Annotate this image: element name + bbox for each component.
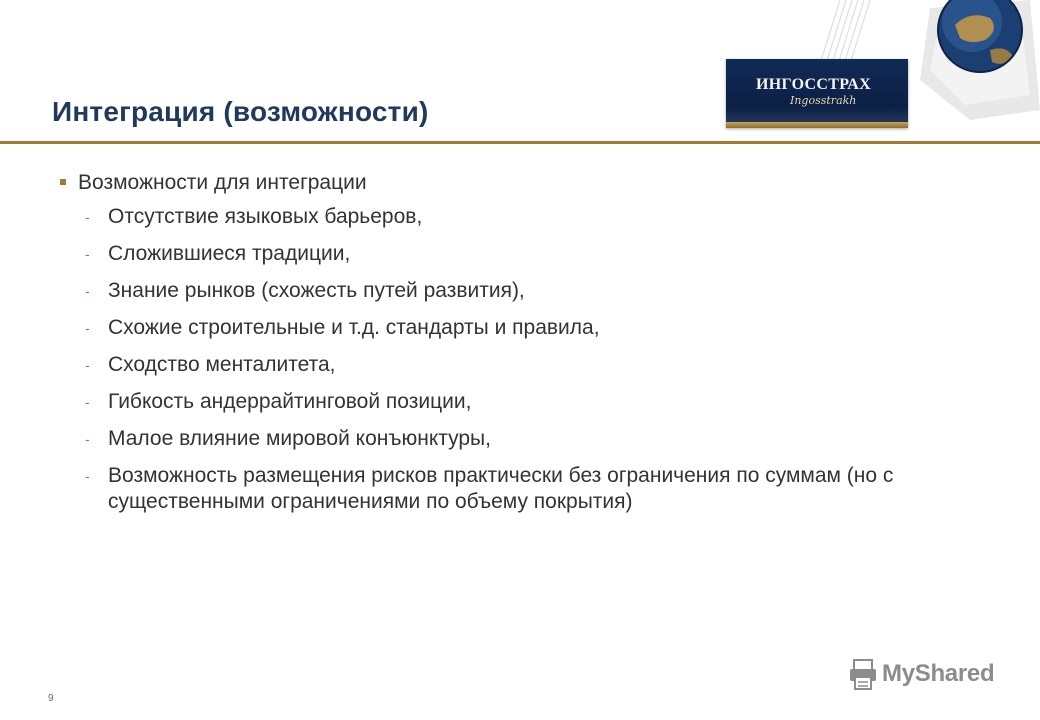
- list-item-text: Знание рынков (схожесть путей развития),: [108, 279, 525, 302]
- main-bullet-text: Возможности для интеграции: [78, 171, 367, 194]
- logo-script: Ingosstrakh: [790, 94, 857, 107]
- dash-icon: -: [85, 468, 90, 484]
- list-item: [60, 315, 980, 341]
- list-item-text: Гибкость андеррайтинговой позиции,: [108, 390, 472, 413]
- printer-icon: [848, 658, 878, 692]
- logo-name: ИНГОССТРАХ: [756, 76, 871, 93]
- ingosstrakh-logo: [726, 59, 908, 128]
- sub-bullet-list: [60, 204, 980, 515]
- page-number: 9: [48, 693, 54, 704]
- main-bullet-item: [60, 170, 980, 196]
- list-item: [60, 426, 980, 452]
- list-item-text: Малое влияние мировой конъюнктуры,: [108, 427, 491, 450]
- list-item: [60, 389, 980, 415]
- list-item: [60, 204, 980, 230]
- dash-icon: -: [85, 209, 90, 225]
- dash-icon: -: [85, 357, 90, 373]
- list-item-text: Отсутствие языковых барьеров,: [108, 205, 423, 228]
- list-item-text: Сложившиеся традиции,: [108, 242, 351, 265]
- watermark-text: MyShared: [882, 660, 995, 687]
- dash-icon: -: [85, 320, 90, 336]
- dash-icon: -: [85, 431, 90, 447]
- list-item: [60, 241, 980, 267]
- list-item: [60, 352, 980, 378]
- dash-icon: -: [85, 394, 90, 410]
- list-item-text: Схожие строительные и т.д. стандарты и правила,: [108, 316, 600, 339]
- logo-gold-bar: [726, 122, 908, 128]
- slide-content: [60, 170, 980, 526]
- list-item-text: Сходство менталитета,: [108, 353, 336, 376]
- dash-icon: -: [85, 246, 90, 262]
- list-item-text: Возможность размещения рисков практически без ограничения по суммам (но с существенными ограничениями по объему покрытия): [108, 464, 894, 513]
- square-bullet-icon: [60, 179, 66, 185]
- title-divider: [0, 141, 1040, 144]
- dash-icon: -: [85, 283, 90, 299]
- myshared-watermark[interactable]: [848, 656, 1008, 696]
- list-item: [60, 278, 980, 304]
- slide-title: Интеграция (возможности): [52, 96, 429, 127]
- list-item: [60, 463, 980, 515]
